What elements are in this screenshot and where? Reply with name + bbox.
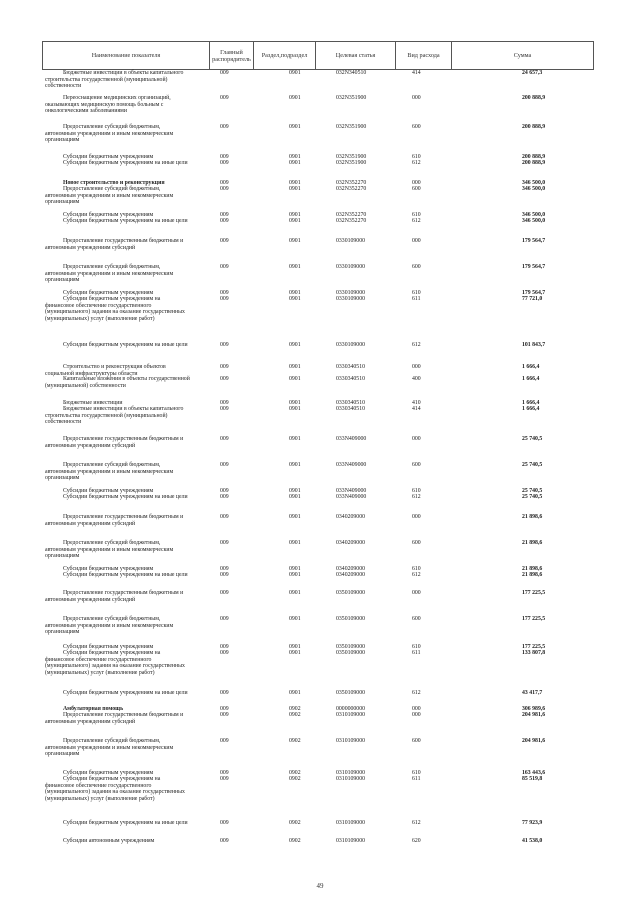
- cell-name: Предоставление субсидий бюджетным, автономным учреждениям и иным некоммерческим организациям: [45, 738, 174, 757]
- header-gl: Главный распорядитель: [210, 42, 254, 70]
- cell-cs: 0310109000: [336, 820, 365, 826]
- cell-gl: 009: [220, 296, 229, 302]
- cell-sum: 177 225,5: [522, 644, 546, 650]
- cell-gl: 009: [220, 406, 229, 412]
- cell-rz: 0901: [289, 154, 301, 160]
- cell-sum: 179 564,7: [522, 238, 546, 244]
- cell-rz: 0901: [289, 218, 301, 224]
- cell-vr: 612: [412, 342, 421, 348]
- cell-cs: 0310109000: [336, 770, 365, 776]
- cell-name: Предоставление субсидий бюджетным, автономным учреждениям и иным некоммерческим организациям: [45, 124, 174, 143]
- cell-name: Предоставление государственным бюджетным и автономным учреждениям субсидий: [45, 712, 184, 725]
- cell-cs: 0330109000: [336, 296, 365, 302]
- cell-sum: 24 657,3: [522, 70, 543, 76]
- header-vr: Вид расхода: [396, 42, 452, 70]
- cell-name: Субсидии бюджетным учреждениям на иные цели: [63, 690, 188, 696]
- cell-cs: 0350109000: [336, 616, 365, 622]
- cell-gl: 009: [220, 572, 229, 578]
- cell-sum: 346 500,0: [522, 212, 546, 218]
- cell-vr: 611: [412, 776, 421, 782]
- cell-rz: 0901: [289, 186, 301, 192]
- cell-rz: 0901: [289, 616, 301, 622]
- cell-name: Субсидии бюджетным учреждениям на иные цели: [63, 572, 188, 578]
- cell-vr: 600: [412, 264, 421, 270]
- cell-name: Предоставление субсидий бюджетным, автономным учреждениям и иным некоммерческим организациям: [45, 616, 174, 635]
- cell-sum: 179 564,7: [522, 290, 546, 296]
- cell-rz: 0902: [289, 820, 301, 826]
- cell-cs: 0340209000: [336, 540, 365, 546]
- cell-vr: 612: [412, 494, 421, 500]
- cell-gl: 009: [220, 154, 229, 160]
- cell-gl: 009: [220, 95, 229, 101]
- cell-rz: 0901: [289, 514, 301, 520]
- cell-sum: 200 888,9: [522, 124, 546, 130]
- cell-rz: 0902: [289, 712, 301, 718]
- cell-gl: 009: [220, 644, 229, 650]
- cell-name: Субсидии автономным учреждениям: [63, 838, 155, 844]
- cell-sum: 200 888,9: [522, 154, 546, 160]
- cell-cs: 0350109000: [336, 690, 365, 696]
- cell-gl: 009: [220, 70, 229, 76]
- cell-vr: 612: [412, 572, 421, 578]
- cell-name: Субсидии бюджетным учреждениям: [63, 488, 154, 494]
- cell-sum: 200 888,9: [522, 95, 546, 101]
- cell-rz: 0901: [289, 376, 301, 382]
- cell-name: Строительство и реконструкция объектов социальной инфраструктуры области: [45, 364, 166, 377]
- cell-rz: 0901: [289, 494, 301, 500]
- cell-sum: 179 564,7: [522, 264, 546, 270]
- cell-gl: 009: [220, 706, 229, 712]
- cell-vr: 000: [412, 514, 421, 520]
- cell-name: Предоставление субсидий бюджетным, автономным учреждениям и иным некоммерческим организациям: [45, 540, 174, 559]
- cell-cs: 032N351900: [336, 160, 367, 166]
- cell-name: Переоснащение медицинских организаций, оказывающих медицинскую помощь больным с онкологическими заболеваниями: [45, 95, 171, 114]
- cell-name: Субсидии бюджетным учреждениям на финансовое обеспечение государственного (муниципального) задания на оказание государственных (муниципальных) услуг (выполнение работ): [45, 776, 185, 802]
- cell-gl: 009: [220, 376, 229, 382]
- cell-vr: 410: [412, 400, 421, 406]
- cell-vr: 612: [412, 218, 421, 224]
- cell-vr: 600: [412, 738, 421, 744]
- cell-rz: 0901: [289, 436, 301, 442]
- cell-gl: 009: [220, 616, 229, 622]
- cell-rz: 0901: [289, 296, 301, 302]
- cell-cs: 0330109000: [336, 290, 365, 296]
- cell-gl: 009: [220, 180, 229, 186]
- cell-gl: 009: [220, 494, 229, 500]
- cell-vr: 612: [412, 820, 421, 826]
- cell-name: Субсидии бюджетным учреждениям на иные цели: [63, 218, 188, 224]
- cell-gl: 009: [220, 770, 229, 776]
- cell-cs: 0330109000: [336, 238, 365, 244]
- cell-name: Бюджетные инвестиции: [63, 400, 123, 406]
- cell-rz: 0902: [289, 776, 301, 782]
- cell-rz: 0901: [289, 70, 301, 76]
- cell-sum: 1 666,4: [522, 364, 540, 370]
- cell-cs: 0310109000: [336, 838, 365, 844]
- cell-rz: 0901: [289, 406, 301, 412]
- cell-rz: 0901: [289, 566, 301, 572]
- page-number: 49: [316, 882, 324, 890]
- cell-cs: 032N351900: [336, 124, 367, 130]
- cell-rz: 0901: [289, 572, 301, 578]
- cell-sum: 21 898,6: [522, 572, 543, 578]
- cell-gl: 009: [220, 738, 229, 744]
- cell-name: Субсидии бюджетным учреждениям на финансовое обеспечение государственного (муниципального) задания на оказание государственных (муниципальных) услуг (выполнение работ): [45, 650, 185, 676]
- table-header: [42, 41, 594, 70]
- cell-sum: 1 666,4: [522, 406, 540, 412]
- cell-name: Субсидии бюджетным учреждениям на иные цели: [63, 160, 188, 166]
- cell-name: Амбулаторная помощь: [63, 706, 124, 712]
- cell-cs: 032N351900: [336, 95, 367, 101]
- cell-cs: 032N352270: [336, 212, 367, 218]
- cell-rz: 0901: [289, 238, 301, 244]
- cell-name: Предоставление субсидий бюджетным, автономным учреждениям и иным некоммерческим организациям: [45, 264, 174, 283]
- header-sum: Сумма: [452, 42, 594, 70]
- cell-cs: 0330340510: [336, 364, 365, 370]
- cell-rz: 0901: [289, 180, 301, 186]
- cell-gl: 009: [220, 776, 229, 782]
- cell-cs: 0340209000: [336, 572, 365, 578]
- cell-rz: 0901: [289, 212, 301, 218]
- cell-vr: 414: [412, 70, 421, 76]
- header-cs: Целевая статья: [316, 42, 396, 70]
- header-rz: Раздел,подраздел: [254, 42, 316, 70]
- cell-sum: 346 500,0: [522, 186, 546, 192]
- cell-cs: 0310109000: [336, 738, 365, 744]
- header-name: Наименование показателя: [43, 42, 210, 70]
- cell-name: Бюджетные инвестиции в объекты капитального строительства государственной (муниципальной) собственности: [45, 70, 184, 89]
- cell-gl: 009: [220, 488, 229, 494]
- cell-sum: 204 981,6: [522, 712, 546, 718]
- cell-vr: 610: [412, 566, 421, 572]
- cell-rz: 0901: [289, 160, 301, 166]
- cell-vr: 611: [412, 296, 421, 302]
- cell-sum: 85 519,8: [522, 776, 543, 782]
- cell-sum: 21 898,6: [522, 540, 543, 546]
- cell-rz: 0901: [289, 400, 301, 406]
- cell-rz: 0901: [289, 342, 301, 348]
- cell-vr: 610: [412, 644, 421, 650]
- cell-rz: 0901: [289, 590, 301, 596]
- cell-vr: 610: [412, 212, 421, 218]
- cell-gl: 009: [220, 400, 229, 406]
- cell-name: Субсидии бюджетным учреждениям: [63, 154, 154, 160]
- cell-name: Субсидии бюджетным учреждениям: [63, 566, 154, 572]
- cell-rz: 0902: [289, 838, 301, 844]
- cell-gl: 009: [220, 290, 229, 296]
- cell-rz: 0901: [289, 540, 301, 546]
- cell-sum: 1 666,4: [522, 400, 540, 406]
- cell-vr: 000: [412, 706, 421, 712]
- cell-cs: 033N409000: [336, 436, 367, 442]
- cell-rz: 0902: [289, 706, 301, 712]
- cell-vr: 612: [412, 690, 421, 696]
- cell-sum: 133 807,8: [522, 650, 546, 656]
- cell-cs: 032N351900: [336, 154, 367, 160]
- cell-name: Капитальные вложения в объекты государственной (муниципальной) собственности: [45, 376, 190, 389]
- cell-rz: 0901: [289, 290, 301, 296]
- cell-gl: 009: [220, 566, 229, 572]
- cell-rz: 0901: [289, 124, 301, 130]
- cell-sum: 101 843,7: [522, 342, 546, 348]
- cell-vr: 600: [412, 186, 421, 192]
- cell-vr: 612: [412, 160, 421, 166]
- cell-name: Предоставление субсидий бюджетным, автономным учреждениям и иным некоммерческим организациям: [45, 186, 174, 205]
- cell-cs: 0330340510: [336, 376, 365, 382]
- cell-name: Предоставление государственным бюджетным и автономным учреждениям субсидий: [45, 238, 184, 251]
- cell-gl: 009: [220, 514, 229, 520]
- cell-name: Предоставление субсидий бюджетным, автономным учреждениям и иным некоммерческим организациям: [45, 462, 174, 481]
- cell-gl: 009: [220, 462, 229, 468]
- cell-vr: 000: [412, 238, 421, 244]
- cell-sum: 25 740,5: [522, 436, 543, 442]
- cell-cs: 0350109000: [336, 650, 365, 656]
- cell-name: Субсидии бюджетным учреждениям: [63, 644, 154, 650]
- cell-vr: 620: [412, 838, 421, 844]
- cell-sum: 25 740,5: [522, 488, 543, 494]
- cell-name: Субсидии бюджетным учреждениям на иные цели: [63, 342, 188, 348]
- cell-vr: 611: [412, 650, 421, 656]
- cell-sum: 41 538,0: [522, 838, 543, 844]
- cell-name: Субсидии бюджетным учреждениям на иные цели: [63, 494, 188, 500]
- cell-sum: 177 225,5: [522, 590, 546, 596]
- cell-sum: 43 417,7: [522, 690, 543, 696]
- cell-sum: 177 225,5: [522, 616, 546, 622]
- cell-name: Субсидии бюджетным учреждениям на финансовое обеспечение государственного (муниципального) задания на оказание государственных (муниципальных) услуг (выполнение работ): [45, 296, 185, 322]
- cell-cs: 0330340510: [336, 406, 365, 412]
- cell-cs: 0330340510: [336, 400, 365, 406]
- cell-sum: 21 898,6: [522, 514, 543, 520]
- cell-name: Субсидии бюджетным учреждениям на иные цели: [63, 820, 188, 826]
- cell-name: Новое строительство и реконструкция: [63, 180, 165, 186]
- cell-gl: 009: [220, 212, 229, 218]
- cell-vr: 414: [412, 406, 421, 412]
- cell-vr: 610: [412, 488, 421, 494]
- cell-cs: 0350109000: [336, 590, 365, 596]
- cell-name: Предоставление государственным бюджетным и автономным учреждениям субсидий: [45, 436, 184, 449]
- cell-cs: 033N409000: [336, 494, 367, 500]
- cell-rz: 0901: [289, 488, 301, 494]
- cell-rz: 0901: [289, 650, 301, 656]
- cell-gl: 009: [220, 540, 229, 546]
- cell-cs: 032N340510: [336, 70, 367, 76]
- cell-rz: 0901: [289, 264, 301, 270]
- cell-sum: 25 740,5: [522, 494, 543, 500]
- cell-gl: 009: [220, 264, 229, 270]
- cell-vr: 000: [412, 180, 421, 186]
- cell-sum: 200 888,9: [522, 160, 546, 166]
- cell-vr: 610: [412, 154, 421, 160]
- cell-gl: 009: [220, 160, 229, 166]
- cell-sum: 25 740,5: [522, 462, 543, 468]
- cell-sum: 77 923,9: [522, 820, 543, 826]
- cell-gl: 009: [220, 364, 229, 370]
- cell-sum: 77 721,0: [522, 296, 543, 302]
- cell-cs: 033N409000: [336, 462, 367, 468]
- cell-vr: 600: [412, 540, 421, 546]
- cell-cs: 0000000000: [336, 706, 365, 712]
- cell-sum: 204 981,6: [522, 738, 546, 744]
- cell-cs: 032N352270: [336, 186, 367, 192]
- cell-vr: 610: [412, 770, 421, 776]
- cell-gl: 009: [220, 690, 229, 696]
- cell-vr: 000: [412, 95, 421, 101]
- cell-name: Субсидии бюджетным учреждениям: [63, 290, 154, 296]
- cell-gl: 009: [220, 218, 229, 224]
- cell-gl: 009: [220, 820, 229, 826]
- cell-cs: 032N352270: [336, 180, 367, 186]
- cell-rz: 0901: [289, 644, 301, 650]
- cell-name: Субсидии бюджетным учреждениям: [63, 212, 154, 218]
- cell-cs: 0310109000: [336, 712, 365, 718]
- cell-rz: 0901: [289, 690, 301, 696]
- cell-vr: 000: [412, 712, 421, 718]
- cell-vr: 600: [412, 462, 421, 468]
- cell-gl: 009: [220, 186, 229, 192]
- cell-vr: 600: [412, 124, 421, 130]
- cell-sum: 346 500,0: [522, 180, 546, 186]
- cell-vr: 000: [412, 590, 421, 596]
- cell-sum: 306 989,6: [522, 706, 546, 712]
- cell-vr: 000: [412, 436, 421, 442]
- cell-gl: 009: [220, 342, 229, 348]
- cell-gl: 009: [220, 238, 229, 244]
- cell-gl: 009: [220, 124, 229, 130]
- cell-cs: 0350109000: [336, 644, 365, 650]
- cell-gl: 009: [220, 436, 229, 442]
- cell-cs: 0340209000: [336, 514, 365, 520]
- cell-name: Бюджетные инвестиции в объекты капитального строительства государственной (муниципальной) собственности: [45, 406, 184, 425]
- cell-sum: 163 443,6: [522, 770, 546, 776]
- cell-gl: 009: [220, 590, 229, 596]
- cell-cs: 0330109000: [336, 342, 365, 348]
- cell-gl: 009: [220, 712, 229, 718]
- cell-rz: 0902: [289, 770, 301, 776]
- cell-rz: 0901: [289, 364, 301, 370]
- cell-cs: 033N409000: [336, 488, 367, 494]
- cell-name: Предоставление государственным бюджетным и автономным учреждениям субсидий: [45, 590, 184, 603]
- cell-rz: 0902: [289, 738, 301, 744]
- cell-vr: 000: [412, 364, 421, 370]
- cell-gl: 009: [220, 650, 229, 656]
- cell-vr: 610: [412, 290, 421, 296]
- cell-cs: 0340209000: [336, 566, 365, 572]
- cell-gl: 009: [220, 838, 229, 844]
- cell-cs: 0310109000: [336, 776, 365, 782]
- cell-rz: 0901: [289, 462, 301, 468]
- cell-sum: 1 666,4: [522, 376, 540, 382]
- cell-cs: 0330109000: [336, 264, 365, 270]
- cell-name: Субсидии бюджетным учреждениям: [63, 770, 154, 776]
- cell-vr: 400: [412, 376, 421, 382]
- cell-sum: 21 898,6: [522, 566, 543, 572]
- cell-name: Предоставление государственным бюджетным и автономным учреждениям субсидий: [45, 514, 184, 527]
- cell-cs: 032N352270: [336, 218, 367, 224]
- cell-vr: 600: [412, 616, 421, 622]
- cell-sum: 346 500,0: [522, 218, 546, 224]
- cell-rz: 0901: [289, 95, 301, 101]
